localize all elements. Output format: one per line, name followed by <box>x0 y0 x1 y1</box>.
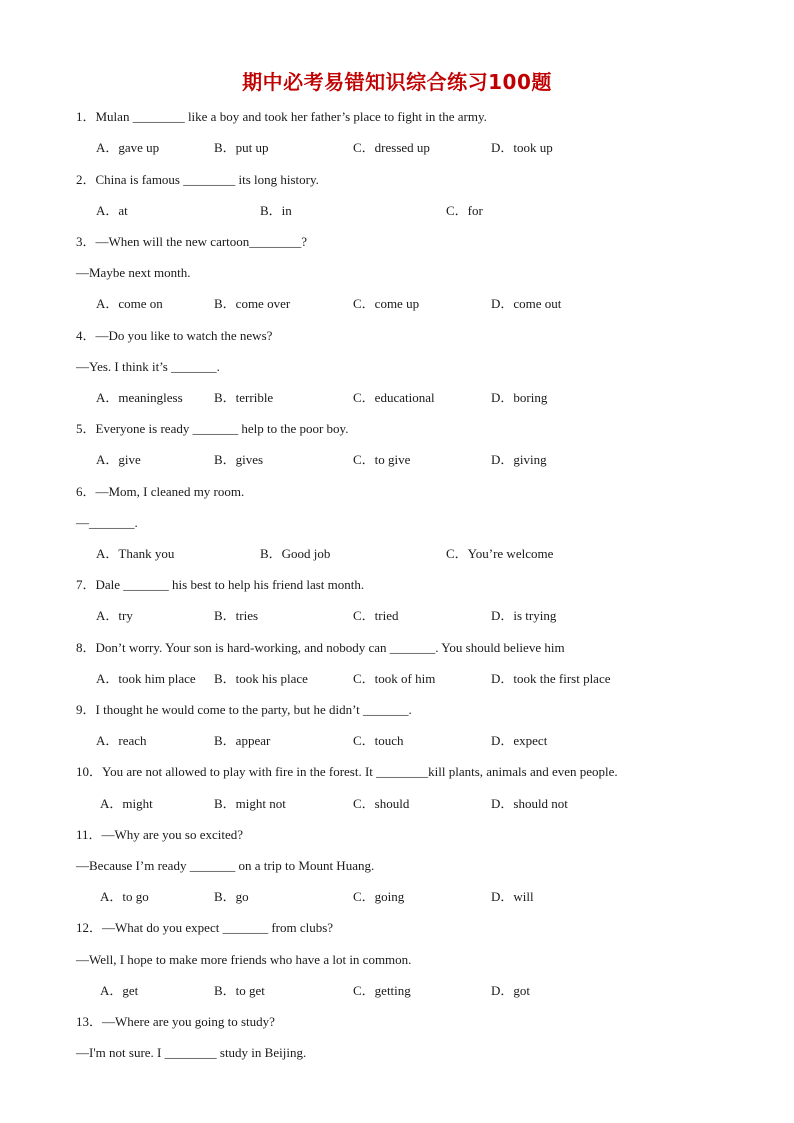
question-stem: 9．I thought he would come to the party, but he didn’t _______. <box>76 702 412 717</box>
answer-option: A．come on <box>96 296 163 311</box>
answer-option: C．educational <box>353 390 435 405</box>
question-stem: 6．—Mom, I cleaned my room. <box>76 484 245 499</box>
answer-option: C．took of him <box>353 671 436 686</box>
answer-option: D．will <box>491 889 534 904</box>
question-stem: 13．—Where are you going to study? <box>76 1014 275 1029</box>
answer-option: C．to give <box>353 452 411 467</box>
answer-option: D．took up <box>491 140 553 155</box>
question-stem: 5．Everyone is ready _______ help to the poor boy. <box>76 421 349 436</box>
answer-option: C．for <box>446 203 483 218</box>
answer-option: D．got <box>491 983 531 998</box>
answer-option: A．give <box>96 452 141 467</box>
answer-option: A．Thank you <box>96 546 175 561</box>
answer-option: A．at <box>96 203 128 218</box>
question-dialogue-line: —Maybe next month. <box>76 265 191 280</box>
question-stem: 4．—Do you like to watch the news? <box>76 328 273 343</box>
answer-option: A．to go <box>100 889 149 904</box>
answer-option: B．took his place <box>214 671 308 686</box>
answer-option: A．reach <box>96 733 147 748</box>
answer-option: D．expect <box>491 733 548 748</box>
question-dialogue-line: —_______. <box>76 515 138 530</box>
answer-option: A．try <box>96 608 133 623</box>
answer-option: A．might <box>100 796 153 811</box>
answer-option: D．giving <box>491 452 547 467</box>
answer-option: A．get <box>100 983 139 998</box>
answer-option: C．tried <box>353 608 399 623</box>
answer-option: B．appear <box>214 733 271 748</box>
answer-option: D．boring <box>491 390 548 405</box>
answer-option: B．put up <box>214 140 269 155</box>
answer-option: D．should not <box>491 796 568 811</box>
answer-option: B．gives <box>214 452 264 467</box>
answer-option: B．tries <box>214 608 259 623</box>
question-stem: 3．—When will the new cartoon________? <box>76 234 308 249</box>
answer-option: D．come out <box>491 296 562 311</box>
question-stem: 1．Mulan ________ like a boy and took her father’s place to fight in the army. <box>76 109 487 124</box>
answer-option: A．gave up <box>96 140 160 155</box>
answer-option: C．should <box>353 796 410 811</box>
answer-option: B．in <box>260 203 292 218</box>
question-dialogue-line: —Well, I hope to make more friends who have a lot in common. <box>76 952 412 967</box>
answer-option: C．dressed up <box>353 140 430 155</box>
answer-option: C．getting <box>353 983 411 998</box>
answer-option: C．going <box>353 889 405 904</box>
answer-option: C．come up <box>353 296 420 311</box>
answer-option: B．terrible <box>214 390 274 405</box>
answer-option: D．took the first place <box>491 671 611 686</box>
question-stem: 10．You are not allowed to play with fire in the forest. It ________kill plants, animals and even people. <box>76 764 618 779</box>
question-dialogue-line: —Because I’m ready _______ on a trip to Mount Huang. <box>76 858 375 873</box>
question-stem: 7．Dale _______ his best to help his friend last month. <box>76 577 365 592</box>
question-dialogue-line: —I'm not sure. I ________ study in Beijing. <box>76 1045 307 1060</box>
question-stem: 11．—Why are you so excited? <box>76 827 244 842</box>
answer-option: B．to get <box>214 983 265 998</box>
answer-option: A．meaningless <box>96 390 183 405</box>
answer-option: B．might not <box>214 796 286 811</box>
answer-option: B．go <box>214 889 249 904</box>
page-title: 期中必考易错知识综合练习100题 <box>242 70 552 94</box>
answer-option: B．Good job <box>260 546 331 561</box>
answer-option: D．is trying <box>491 608 557 623</box>
question-stem: 2．China is famous ________ its long history. <box>76 172 319 187</box>
answer-option: A．took him place <box>96 671 196 686</box>
answer-option: C．You’re welcome <box>446 546 554 561</box>
question-stem: 8．Don’t worry. Your son is hard-working, and nobody can _______. You should believe him <box>76 640 565 655</box>
question-stem: 12．—What do you expect _______ from clubs? <box>76 920 334 935</box>
answer-option: C．touch <box>353 733 404 748</box>
answer-option: B．come over <box>214 296 291 311</box>
question-dialogue-line: —Yes. I think it’s _______. <box>76 359 220 374</box>
